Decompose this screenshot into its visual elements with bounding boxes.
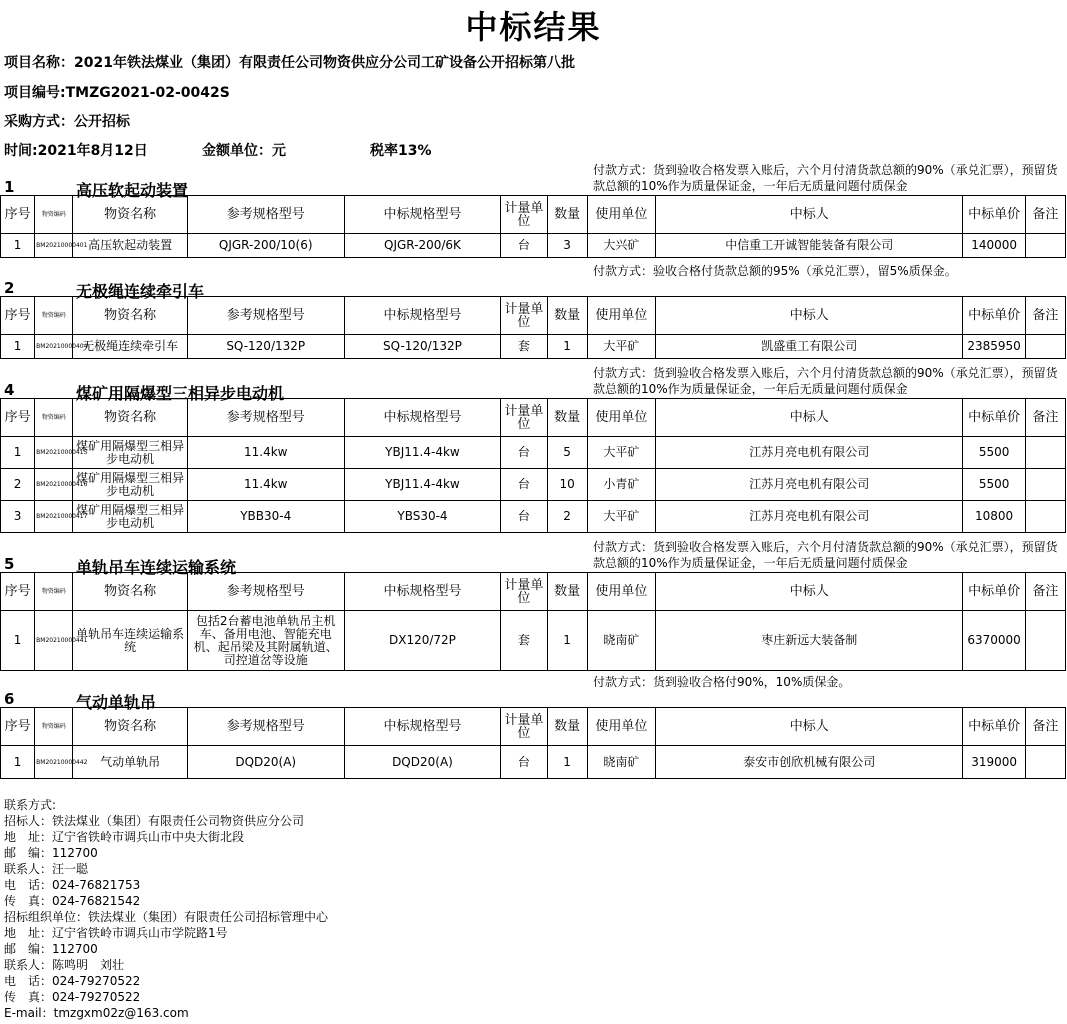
cell-seq: 1 [1, 746, 35, 779]
contact-line: 招标人：铁法煤业（集团）有限责任公司物资供应分公司 [4, 814, 305, 828]
header-name: 物资名称 [73, 297, 188, 335]
header-name: 物资名称 [73, 573, 188, 611]
header-win-spec: 中标规格型号 [344, 573, 501, 611]
contact-info [4, 797, 328, 1021]
cell-ref-spec: 11.4kw [187, 469, 344, 501]
table-header [1, 196, 1066, 234]
header-seq: 序号 [1, 399, 35, 437]
section-title: 气动单轨吊 [76, 693, 157, 712]
cell-unit: 台 [501, 469, 547, 501]
cell-unit: 台 [501, 234, 547, 258]
cell-unit: 套 [501, 611, 547, 671]
cell-unit: 套 [501, 335, 547, 359]
cell-win-spec: SQ-120/132P [344, 335, 501, 359]
cell-qty: 1 [547, 746, 587, 779]
cell-user: 晓南矿 [587, 746, 655, 779]
cell-win-spec: DX120/72P [344, 611, 501, 671]
header-qty: 数量 [547, 196, 587, 234]
cell-price: 140000 [963, 234, 1025, 258]
award-table [0, 707, 1066, 779]
header-note: 备注 [1025, 297, 1065, 335]
header-ref-spec: 参考规格型号 [187, 573, 344, 611]
cell-qty: 10 [547, 469, 587, 501]
header-qty: 数量 [547, 573, 587, 611]
cell-code: BM20210000416 [35, 469, 73, 501]
cell-unit: 台 [501, 746, 547, 779]
cell-note [1025, 501, 1065, 533]
award-table [0, 195, 1066, 258]
cell-note [1025, 234, 1065, 258]
header-user: 使用单位 [587, 708, 655, 746]
header-qty: 数量 [547, 297, 587, 335]
header-code: 物资编码 [35, 196, 73, 234]
header-seq: 序号 [1, 573, 35, 611]
payment-terms: 付款方式：货到验收合格发票入账后，六个月付清货款总额的90%（承兑汇票），预留货款总额的10%作为质量保证金，一年后无质量问题付质保金 [593, 163, 1058, 193]
header-winner: 中标人 [656, 573, 963, 611]
header-unit: 计量单位 [501, 399, 547, 437]
table-header [1, 297, 1066, 335]
header-seq: 序号 [1, 708, 35, 746]
payment-terms: 付款方式：验收合格付货款总额的95%（承兑汇票），留5%质保金。 [593, 264, 957, 278]
header-code: 物资编码 [35, 297, 73, 335]
cell-seq: 3 [1, 501, 35, 533]
award-table [0, 572, 1066, 671]
cell-seq: 1 [1, 611, 35, 671]
cell-win-spec: YBJ11.4-4kw [344, 469, 501, 501]
contact-line: 联系方式: [4, 798, 57, 812]
contact-line: 联系人：汪一聪 [4, 862, 89, 876]
section-title: 无极绳连续牵引车 [76, 282, 205, 301]
payment-terms: 付款方式：货到验收合格付90%，10%质保金。 [593, 675, 851, 689]
header-winner: 中标人 [656, 297, 963, 335]
cell-user: 大平矿 [587, 437, 655, 469]
cell-win-spec: QJGR-200/6K [344, 234, 501, 258]
cell-winner: 江苏月亮电机有限公司 [656, 469, 963, 501]
header-seq: 序号 [1, 196, 35, 234]
award-table [0, 296, 1066, 359]
cell-name: 煤矿用隔爆型三相异步电动机 [73, 469, 188, 501]
cell-code: BM20210000415 [35, 437, 73, 469]
cell-code: BM20210000401 [35, 234, 73, 258]
header-price: 中标单价 [963, 399, 1025, 437]
cell-winner: 枣庄新远大装备制 [656, 611, 963, 671]
header-win-spec: 中标规格型号 [344, 708, 501, 746]
contact-line: 招标组织单位：铁法煤业（集团）有限责任公司招标管理中心 [4, 910, 329, 924]
header-qty: 数量 [547, 399, 587, 437]
award-table [0, 398, 1066, 533]
header-unit: 计量单位 [501, 573, 547, 611]
cell-unit: 台 [501, 437, 547, 469]
header-win-spec: 中标规格型号 [344, 399, 501, 437]
header-user: 使用单位 [587, 297, 655, 335]
cell-unit: 台 [501, 501, 547, 533]
header-ref-spec: 参考规格型号 [187, 297, 344, 335]
cell-name: 气动单轨吊 [73, 746, 188, 779]
cell-seq: 2 [1, 469, 35, 501]
table-row [1, 611, 1066, 671]
contact-line: E-mail：tmzgxm02z@163.com [4, 1006, 189, 1020]
table-row [1, 437, 1066, 469]
cell-name: 无极绳连续牵引车 [73, 335, 188, 359]
header-user: 使用单位 [587, 399, 655, 437]
cell-qty: 2 [547, 501, 587, 533]
cell-ref-spec: SQ-120/132P [187, 335, 344, 359]
cell-winner: 江苏月亮电机有限公司 [656, 437, 963, 469]
cell-qty: 5 [547, 437, 587, 469]
header-code: 物资编码 [35, 399, 73, 437]
contact-line: 传 真：024-76821542 [4, 894, 141, 908]
cell-name: 煤矿用隔爆型三相异步电动机 [73, 501, 188, 533]
cell-winner: 泰安市创欣机械有限公司 [656, 746, 963, 779]
cell-price: 319000 [963, 746, 1025, 779]
page-title: 中标结果 [465, 8, 602, 46]
contact-line: 传 真：024-79270522 [4, 990, 141, 1004]
header-unit: 计量单位 [501, 708, 547, 746]
cell-code: BM20210000441 [35, 611, 73, 671]
cell-code: BM20210000442 [35, 746, 73, 779]
procurement-method: 采购方式：公开招标 [4, 114, 130, 130]
cell-seq: 1 [1, 437, 35, 469]
header-winner: 中标人 [656, 399, 963, 437]
table-header [1, 399, 1066, 437]
section-number: 2 [4, 279, 15, 297]
table-row [1, 746, 1066, 779]
header-ref-spec: 参考规格型号 [187, 196, 344, 234]
header-win-spec: 中标规格型号 [344, 196, 501, 234]
header-ref-spec: 参考规格型号 [187, 399, 344, 437]
contact-line: 电 话：024-79270522 [4, 974, 141, 988]
cell-note [1025, 746, 1065, 779]
section-number: 4 [4, 381, 15, 399]
cell-winner: 江苏月亮电机有限公司 [656, 501, 963, 533]
table-row [1, 501, 1066, 533]
cell-price: 5500 [963, 469, 1025, 501]
header-name: 物资名称 [73, 399, 188, 437]
header-name: 物资名称 [73, 196, 188, 234]
cell-ref-spec: DQD20(A) [187, 746, 344, 779]
header-note: 备注 [1025, 196, 1065, 234]
payment-terms: 付款方式：货到验收合格发票入账后，六个月付清货款总额的90%（承兑汇票），预留货款总额的10%作为质量保证金，一年后无质量问题付质保金 [593, 540, 1058, 570]
section-number: 6 [4, 690, 15, 708]
cell-note [1025, 611, 1065, 671]
header-unit: 计量单位 [501, 196, 547, 234]
cell-ref-spec: 包括2台蓄电池单轨吊主机车、备用电池、智能充电机、起吊梁及其附属轨道、司控道岔等设施 [187, 611, 344, 671]
section-number: 5 [4, 555, 15, 573]
cell-name: 煤矿用隔爆型三相异步电动机 [73, 437, 188, 469]
contact-line: 邮 编：112700 [4, 942, 98, 956]
header-price: 中标单价 [963, 708, 1025, 746]
cell-win-spec: YBJ11.4-4kw [344, 437, 501, 469]
contact-line: 地 址：辽宁省铁岭市调兵山市中央大街北段 [4, 830, 245, 844]
cell-user: 大兴矿 [587, 234, 655, 258]
payment-terms: 付款方式：货到验收合格发票入账后，六个月付清货款总额的90%（承兑汇票），预留货款总额的10%作为质量保证金，一年后无质量问题付质保金 [593, 366, 1058, 396]
cell-ref-spec: YBB30-4 [187, 501, 344, 533]
cell-ref-spec: 11.4kw [187, 437, 344, 469]
project-name: 项目名称：2021年铁法煤业（集团）有限责任公司物资供应分公司工矿设备公开招标第八批 [4, 55, 575, 71]
header-win-spec: 中标规格型号 [344, 297, 501, 335]
header-name: 物资名称 [73, 708, 188, 746]
header-winner: 中标人 [656, 196, 963, 234]
cell-note [1025, 469, 1065, 501]
section-title: 高压软起动装置 [76, 181, 189, 200]
table-row [1, 335, 1066, 359]
header-user: 使用单位 [587, 196, 655, 234]
header-unit: 计量单位 [501, 297, 547, 335]
cell-user: 大平矿 [587, 335, 655, 359]
section-title: 煤矿用隔爆型三相异步电动机 [76, 384, 285, 403]
table-row [1, 469, 1066, 501]
cell-note [1025, 437, 1065, 469]
header-ref-spec: 参考规格型号 [187, 708, 344, 746]
cell-seq: 1 [1, 335, 35, 359]
contact-line: 联系人：陈鸣明 刘壮 [4, 958, 125, 972]
header-note: 备注 [1025, 399, 1065, 437]
cell-qty: 1 [547, 335, 587, 359]
header-price: 中标单价 [963, 196, 1025, 234]
cell-price: 2385950 [963, 335, 1025, 359]
cell-note [1025, 335, 1065, 359]
cell-price: 5500 [963, 437, 1025, 469]
project-number: 项目编号:TMZG2021-02-0042S [4, 85, 230, 101]
currency-unit: 金额单位：元 [202, 143, 286, 159]
header-winner: 中标人 [656, 708, 963, 746]
contact-line: 邮 编：112700 [4, 846, 98, 860]
cell-name: 单轨吊车连续运输系统 [73, 611, 188, 671]
section-title: 单轨吊车连续运输系统 [76, 558, 237, 577]
header-seq: 序号 [1, 297, 35, 335]
table-header [1, 573, 1066, 611]
cell-winner: 凯盛重工有限公司 [656, 335, 963, 359]
header-qty: 数量 [547, 708, 587, 746]
cell-price: 6370000 [963, 611, 1025, 671]
cell-user: 晓南矿 [587, 611, 655, 671]
cell-code: BM20210000417 [35, 501, 73, 533]
cell-user: 小青矿 [587, 469, 655, 501]
table-row [1, 234, 1066, 258]
cell-qty: 1 [547, 611, 587, 671]
cell-seq: 1 [1, 234, 35, 258]
date: 时间:2021年8月12日 [4, 143, 148, 159]
cell-winner: 中信重工开诚智能装备有限公司 [656, 234, 963, 258]
contact-line: 电 话：024-76821753 [4, 878, 141, 892]
header-code: 物资编码 [35, 708, 73, 746]
cell-win-spec: DQD20(A) [344, 746, 501, 779]
header-price: 中标单价 [963, 297, 1025, 335]
header-note: 备注 [1025, 573, 1065, 611]
header-code: 物资编码 [35, 573, 73, 611]
cell-win-spec: YBS30-4 [344, 501, 501, 533]
header-note: 备注 [1025, 708, 1065, 746]
cell-price: 10800 [963, 501, 1025, 533]
cell-qty: 3 [547, 234, 587, 258]
contact-line: 地 址：辽宁省铁岭市调兵山市学院路1号 [4, 926, 228, 940]
cell-user: 大平矿 [587, 501, 655, 533]
section-number: 1 [4, 178, 15, 196]
header-price: 中标单价 [963, 573, 1025, 611]
cell-code: BM20210000404 [35, 335, 73, 359]
cell-ref-spec: QJGR-200/10(6) [187, 234, 344, 258]
cell-name: 高压软起动装置 [73, 234, 188, 258]
table-header [1, 708, 1066, 746]
header-user: 使用单位 [587, 573, 655, 611]
tax-rate: 税率13% [370, 143, 432, 159]
